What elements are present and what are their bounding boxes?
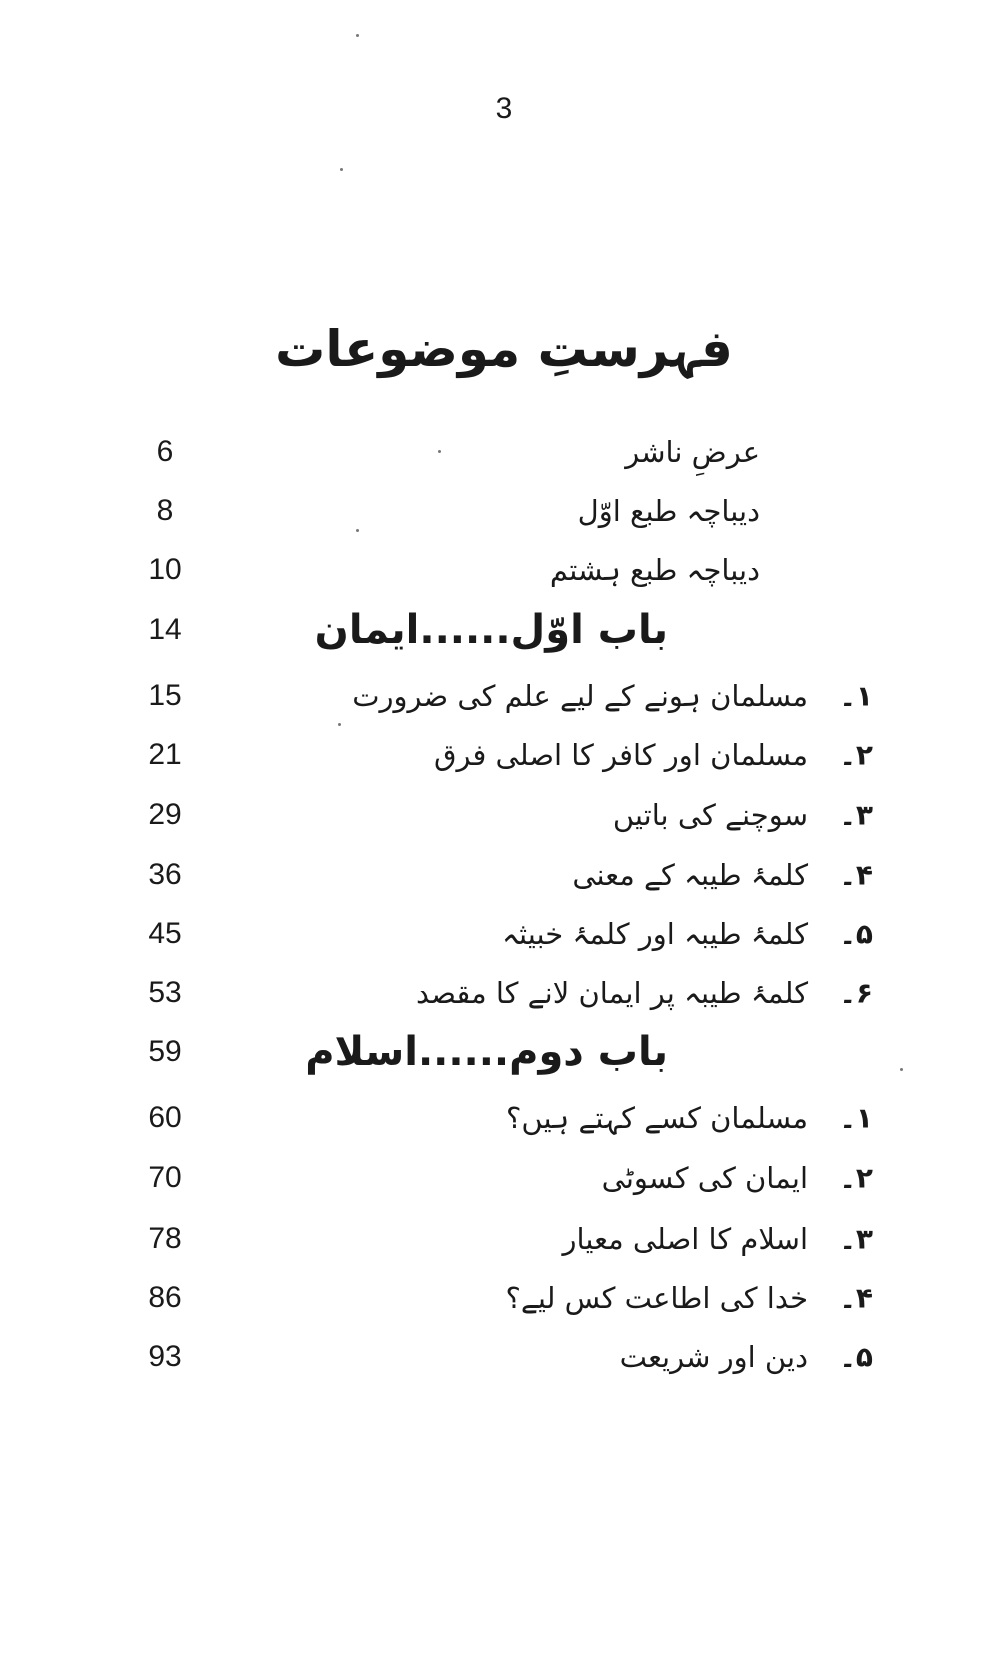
toc-row (0, 1209, 1008, 1269)
toc-item-number: ۵۔ (839, 917, 873, 951)
toc-item-title: کلمۂ طیبہ اور کلمۂ خبیثہ (501, 917, 808, 951)
toc-item-number: ۶۔ (839, 976, 873, 1010)
toc-page-number: 10 (148, 553, 182, 586)
scan-speck (438, 450, 441, 453)
toc-page-number: 29 (148, 798, 182, 831)
toc-page-number: 36 (148, 858, 182, 891)
toc-item-title: مسلمان کسے کہتے ہیں؟ (506, 1101, 808, 1135)
toc-item-title: خدا کی اطاعت کس لیے؟ (505, 1281, 808, 1315)
toc-page-number: 93 (148, 1340, 182, 1373)
toc-page-number: 53 (148, 976, 182, 1009)
toc-item-number: ۳۔ (839, 1222, 873, 1256)
toc-row (0, 904, 1008, 964)
toc-item-title: مسلمان اور کافر کا اصلی فرق (433, 738, 808, 772)
page-number: 3 (495, 92, 513, 125)
toc-row (0, 1088, 1008, 1148)
page-title: فہرستِ موضوعات (275, 320, 733, 378)
toc-item-title: کلمۂ طیبہ پر ایمان لانے کا مقصد (416, 976, 808, 1010)
toc-page-number: 21 (148, 738, 182, 771)
toc-page-number: 6 (156, 435, 174, 468)
scan-speck (338, 723, 341, 726)
toc-item-number: ۲۔ (839, 738, 873, 772)
toc-item-title: سوچنے کی باتیں (612, 798, 808, 832)
toc-page-number: 14 (148, 613, 182, 646)
scan-speck (340, 168, 343, 171)
toc-chapter-heading (0, 600, 1008, 660)
scan-speck (356, 529, 359, 532)
toc-row (0, 1327, 1008, 1387)
toc-item-title: اسلام کا اصلی معیار (562, 1222, 808, 1256)
toc-row (0, 540, 1008, 600)
toc-page-number: 59 (148, 1035, 182, 1068)
toc-item-number: ۵۔ (839, 1340, 873, 1374)
toc-row (0, 725, 1008, 785)
toc-item-number: ۱۔ (839, 1101, 873, 1135)
toc-row (0, 422, 1008, 482)
scan-speck (356, 34, 359, 37)
toc-row (0, 1148, 1008, 1208)
toc-row (0, 666, 1008, 726)
toc-page-number: 78 (148, 1222, 182, 1255)
toc-item-number: ۳۔ (839, 798, 873, 832)
toc-row (0, 963, 1008, 1023)
scan-speck (900, 1068, 903, 1071)
toc-item-title: ایمان کی کسوٹی (601, 1161, 808, 1195)
toc-item-number: ۱۔ (839, 679, 873, 713)
toc-item-title: دیباچہ طبع اوّل (577, 494, 760, 528)
toc-item-title: عرضِ ناشر (625, 435, 760, 469)
toc-chapter-title: باب دوم......اسلام (305, 1029, 668, 1075)
toc-page-number: 8 (156, 494, 174, 527)
toc-row (0, 785, 1008, 845)
toc-item-number: ۴۔ (839, 1281, 873, 1315)
toc-page-number: 60 (148, 1101, 182, 1134)
toc-item-number: ۲۔ (839, 1161, 873, 1195)
toc-chapter-heading (0, 1022, 1008, 1082)
toc-item-title: کلمۂ طیبہ کے معنی (572, 858, 808, 892)
toc-row (0, 481, 1008, 541)
toc-item-number: ۴۔ (839, 858, 873, 892)
toc-page-number: 70 (148, 1161, 182, 1194)
toc-page-number: 45 (148, 917, 182, 950)
toc-page-number: 86 (148, 1281, 182, 1314)
toc-row (0, 845, 1008, 905)
toc-page-number: 15 (148, 679, 182, 712)
toc-chapter-title: باب اوّل......ایمان (314, 607, 668, 653)
toc-item-title: دین اور شریعت (619, 1340, 808, 1374)
toc-row (0, 1268, 1008, 1328)
toc-item-title: دیباچہ طبع ہشتم (549, 553, 760, 587)
toc-item-title: مسلمان ہونے کے لیے علم کی ضرورت (352, 679, 808, 713)
